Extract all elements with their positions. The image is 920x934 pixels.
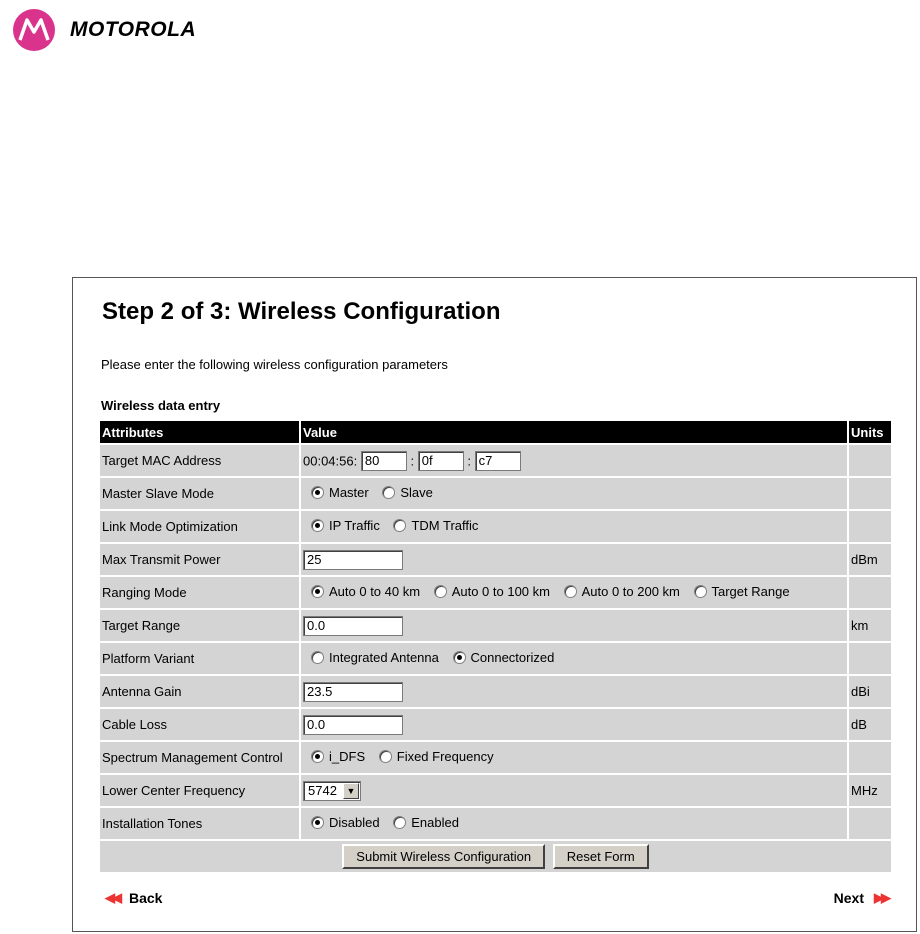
- radio-selected-icon: [311, 816, 324, 829]
- integrated-antenna-radio[interactable]: Integrated Antenna: [311, 650, 439, 665]
- row-label: Antenna Gain: [100, 676, 299, 707]
- radio-unselected-icon: [694, 585, 707, 598]
- link-mode-cell: [301, 511, 847, 542]
- row-label: Link Mode Optimization: [100, 511, 299, 542]
- row-unit: [849, 511, 891, 542]
- next-arrow-icon: ▶▶: [874, 890, 888, 905]
- radio-unselected-icon: [382, 486, 395, 499]
- table-row: [100, 742, 891, 773]
- table-row: [100, 709, 891, 740]
- target-range-input[interactable]: [303, 616, 403, 636]
- back-link[interactable]: ◀◀ Back: [105, 890, 163, 906]
- row-unit: MHz: [849, 775, 891, 806]
- row-label: Lower Center Frequency: [100, 775, 299, 806]
- radio-unselected-icon: [564, 585, 577, 598]
- table-row: [100, 643, 891, 674]
- auto-100km-radio[interactable]: Auto 0 to 100 km: [434, 584, 550, 599]
- radio-selected-icon: [311, 750, 324, 763]
- tdm-traffic-radio[interactable]: TDM Traffic: [393, 518, 478, 533]
- intro-text: Please enter the following wireless configuration parameters: [101, 357, 448, 372]
- radio-unselected-icon: [434, 585, 447, 598]
- row-unit: km: [849, 610, 891, 641]
- wizard-panel: [72, 277, 917, 932]
- auto-200km-radio[interactable]: Auto 0 to 200 km: [564, 584, 680, 599]
- table-header-row: [100, 421, 891, 443]
- table-row: [100, 775, 891, 806]
- tones-disabled-radio[interactable]: Disabled: [311, 815, 380, 830]
- row-unit: [849, 478, 891, 509]
- mac-octet-1-input[interactable]: [361, 451, 407, 471]
- header-units: Units: [849, 421, 891, 443]
- row-label: Cable Loss: [100, 709, 299, 740]
- i-dfs-radio[interactable]: i_DFS: [311, 749, 365, 764]
- header-attributes: Attributes: [100, 421, 299, 443]
- row-label: Ranging Mode: [100, 577, 299, 608]
- header-value: Value: [301, 421, 847, 443]
- antenna-gain-cell: [301, 676, 847, 707]
- table-row: [100, 610, 891, 641]
- radio-unselected-icon: [379, 750, 392, 763]
- row-unit: [849, 808, 891, 839]
- back-arrow-icon: ◀◀: [105, 890, 119, 905]
- mac-octet-3-input[interactable]: [475, 451, 521, 471]
- spectrum-mgmt-cell: [301, 742, 847, 773]
- max-transmit-power-input[interactable]: [303, 550, 403, 570]
- radio-selected-icon: [311, 519, 324, 532]
- cable-loss-input[interactable]: [303, 715, 403, 735]
- table-row: [100, 511, 891, 542]
- table-row: [100, 577, 891, 608]
- lower-center-frequency-cell: [301, 775, 847, 806]
- radio-selected-icon: [453, 651, 466, 664]
- row-label: Max Transmit Power: [100, 544, 299, 575]
- mac-separator: :: [410, 453, 415, 468]
- motorola-logo: [12, 8, 196, 52]
- submit-wireless-config-button[interactable]: Submit Wireless Configuration: [342, 844, 545, 869]
- master-radio[interactable]: Master: [311, 485, 369, 500]
- row-unit: dBm: [849, 544, 891, 575]
- row-unit: [849, 742, 891, 773]
- cable-loss-cell: [301, 709, 847, 740]
- mac-prefix: 00:04:56:: [303, 453, 358, 468]
- wireless-config-table: [98, 419, 893, 874]
- radio-unselected-icon: [393, 816, 406, 829]
- brand-name: MOTOROLA: [70, 18, 197, 41]
- row-unit: [849, 577, 891, 608]
- chevron-down-icon[interactable]: ▼: [343, 783, 359, 799]
- auto-40km-radio[interactable]: Auto 0 to 40 km: [311, 584, 420, 599]
- slave-radio[interactable]: Slave: [382, 485, 433, 500]
- mac-value-cell: [301, 445, 847, 476]
- antenna-gain-input[interactable]: [303, 682, 403, 702]
- row-unit: [849, 643, 891, 674]
- row-label: Platform Variant: [100, 643, 299, 674]
- table-row: [100, 544, 891, 575]
- table-row: [100, 676, 891, 707]
- radio-unselected-icon: [393, 519, 406, 532]
- table-row: [100, 445, 891, 476]
- ip-traffic-radio[interactable]: IP Traffic: [311, 518, 380, 533]
- button-cell: [100, 841, 891, 872]
- table-row: [100, 808, 891, 839]
- row-label: Target Range: [100, 610, 299, 641]
- table-row: [100, 478, 891, 509]
- row-label: Installation Tones: [100, 808, 299, 839]
- ranging-mode-cell: [301, 577, 847, 608]
- row-unit: dBi: [849, 676, 891, 707]
- connectorized-radio[interactable]: Connectorized: [453, 650, 555, 665]
- radio-selected-icon: [311, 486, 324, 499]
- reset-form-button[interactable]: Reset Form: [553, 844, 649, 869]
- radio-selected-icon: [311, 585, 324, 598]
- row-unit: dB: [849, 709, 891, 740]
- lower-center-frequency-select[interactable]: 5742 ▼: [303, 781, 361, 801]
- next-link[interactable]: Next ▶▶: [833, 890, 888, 906]
- row-label: Master Slave Mode: [100, 478, 299, 509]
- platform-variant-cell: [301, 643, 847, 674]
- fixed-frequency-radio[interactable]: Fixed Frequency: [379, 749, 494, 764]
- tones-enabled-radio[interactable]: Enabled: [393, 815, 459, 830]
- installation-tones-cell: [301, 808, 847, 839]
- button-row: [100, 841, 891, 872]
- master-slave-cell: [301, 478, 847, 509]
- max-transmit-cell: [301, 544, 847, 575]
- row-label: Spectrum Management Control: [100, 742, 299, 773]
- section-heading: Wireless data entry: [101, 398, 221, 413]
- page-title: Step 2 of 3: Wireless Configuration: [102, 298, 501, 325]
- row-label: Target MAC Address: [100, 445, 299, 476]
- target-range-cell: [301, 610, 847, 641]
- mac-octet-2-input[interactable]: [418, 451, 464, 471]
- radio-unselected-icon: [311, 651, 324, 664]
- target-range-radio[interactable]: Target Range: [694, 584, 790, 599]
- mac-separator: :: [467, 453, 471, 468]
- row-unit: [849, 445, 891, 476]
- motorola-batwing-icon: [12, 8, 56, 52]
